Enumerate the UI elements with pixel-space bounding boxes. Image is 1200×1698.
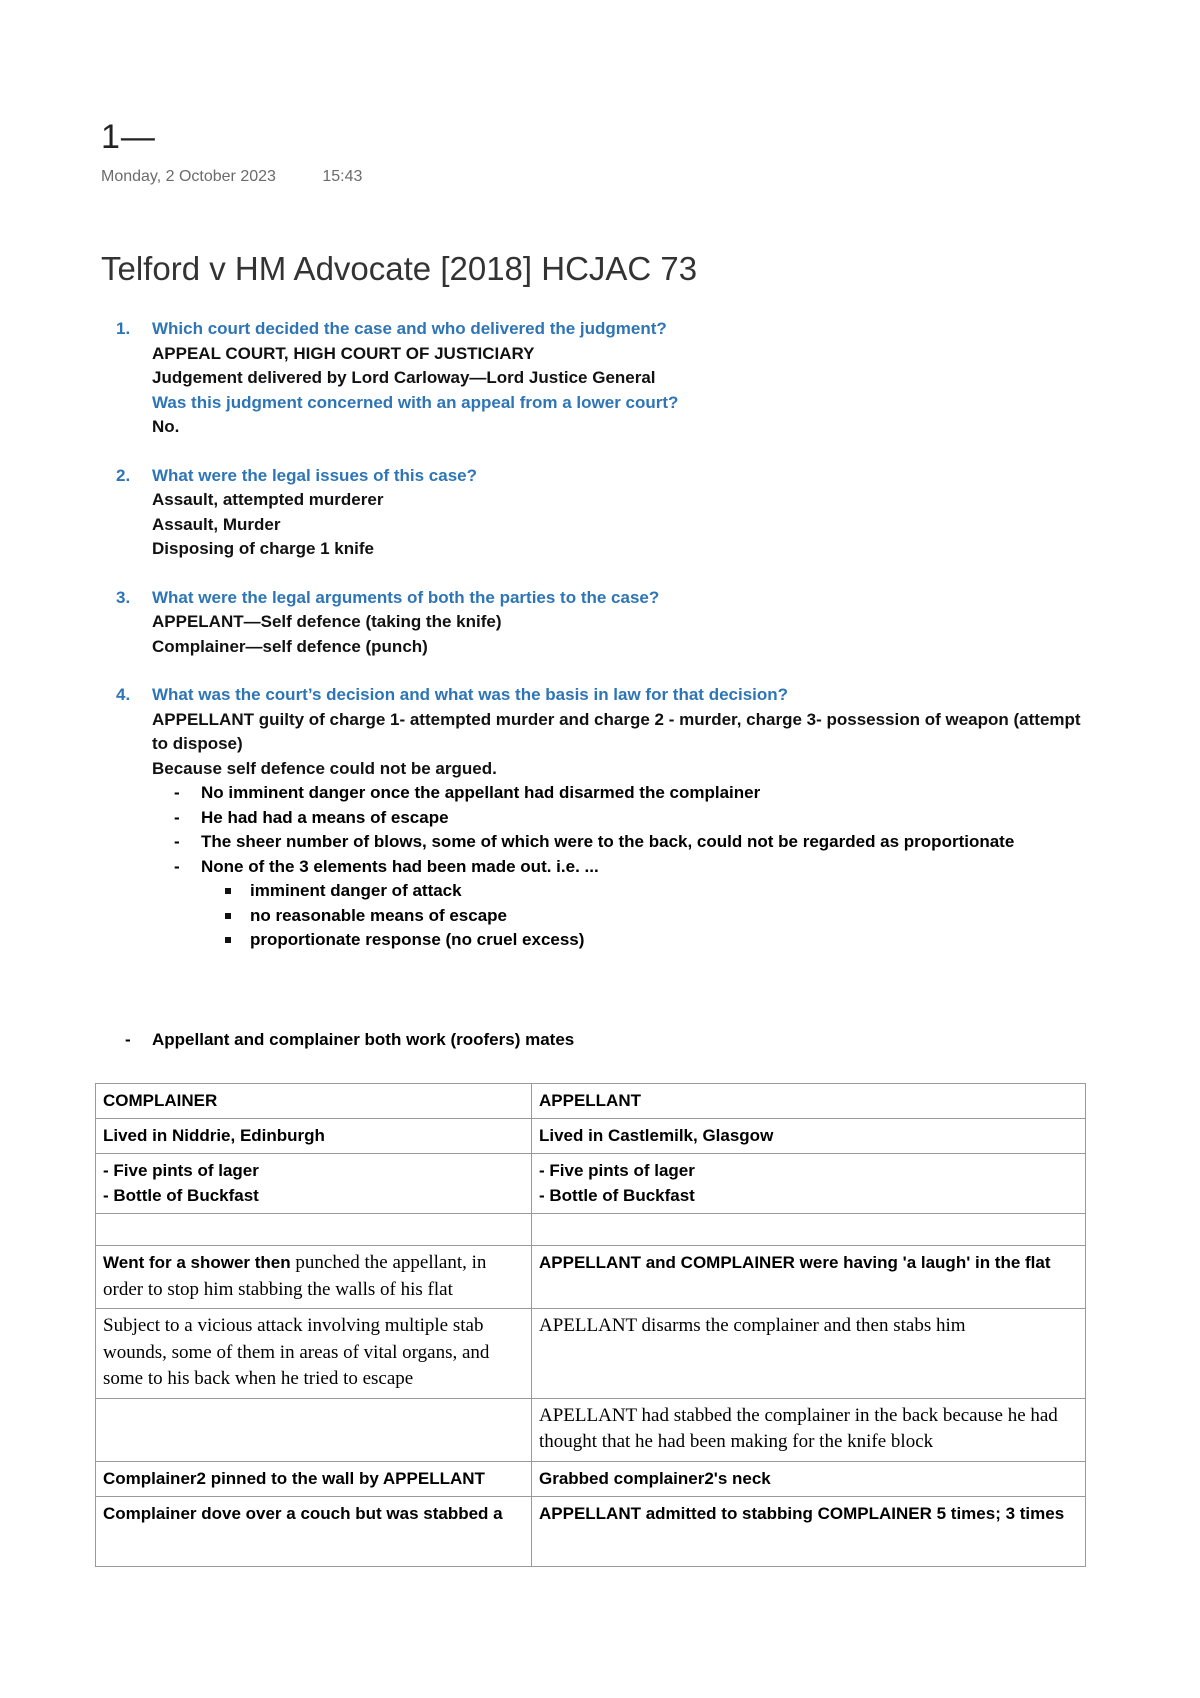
answer-line: Assault, Murder — [152, 514, 281, 534]
question-number: 4. — [116, 685, 131, 704]
sub-bullet-item: imminent danger of attack — [250, 879, 1090, 904]
table-cell — [532, 1214, 1086, 1246]
sub-bullet-item: no reasonable means of escape — [250, 904, 1090, 929]
table-cell: Complainer2 pinned to the wall by APPELLANT — [96, 1461, 532, 1496]
page-number: 1— — [101, 118, 156, 156]
table-cell — [96, 1398, 532, 1461]
page-time: 15:43 — [322, 168, 363, 185]
bullet-item: - None of the 3 elements had been made out. i.e. ... — [201, 855, 1090, 880]
table-cell: APELLANT disarms the complainer and then stabs him — [532, 1309, 1086, 1399]
table-row — [96, 1246, 1086, 1309]
table-cell: Grabbed complainer2's neck — [532, 1461, 1086, 1496]
question-text: What were the legal issues of this case? — [152, 465, 477, 485]
cell-list-item: - Bottle of Buckfast — [103, 1183, 524, 1208]
table-row — [96, 1461, 1086, 1496]
sub-bullet-item: proportionate response (no cruel excess) — [250, 928, 1090, 953]
question-number: 3. — [116, 587, 131, 607]
question-list — [110, 317, 1090, 977]
question-text: Was this judgment concerned with an appeal from a lower court? — [152, 392, 679, 412]
question-item-2 — [110, 464, 1090, 562]
question-text: Which court decided the case and who delivered the judgment? — [152, 319, 667, 338]
table-header-row — [96, 1084, 1086, 1119]
page-meta — [101, 168, 362, 186]
table-row — [96, 1398, 1086, 1461]
table-cell — [96, 1154, 532, 1214]
table-row — [96, 1309, 1086, 1399]
question-text: What were the legal arguments of both the parties to the case? — [152, 587, 660, 607]
cell-bold-text: Went for a shower then — [103, 1253, 291, 1272]
table-row — [96, 1496, 1086, 1566]
answer-line: Judgement delivered by Lord Carloway—Lord Justice General — [152, 368, 656, 387]
header-appellant: APPELLANT — [532, 1084, 1086, 1119]
question-item-4 — [110, 683, 1090, 953]
note-bullet: - Appellant and complainer both work (roofers) mates — [152, 1030, 574, 1050]
answer-line: APPELLANT guilty of charge 1- attempted murder and charge 2 - murder, charge 3- possession of weapon (attempt to dispose) — [152, 709, 1081, 753]
answer-line: APPELANT—Self defence (taking the knife) — [152, 612, 502, 631]
table-cell — [96, 1214, 532, 1246]
answer-line: APPEAL COURT, HIGH COURT OF JUSTICIARY — [152, 343, 535, 363]
page-title: Telford v HM Advocate [2018] HCJAC 73 — [101, 250, 698, 287]
table-cell: APPELLANT and COMPLAINER were having 'a laugh' in the flat — [532, 1246, 1086, 1309]
answer-line: Assault, attempted murderer — [152, 490, 384, 509]
table-cell: APPELLANT admitted to stabbing COMPLAINER 5 times; 3 times — [532, 1496, 1086, 1566]
facts-table — [95, 1083, 1086, 1567]
table-cell: Complainer dove over a couch but was stabbed a — [96, 1496, 532, 1566]
table-cell: Lived in Niddrie, Edinburgh — [96, 1119, 532, 1154]
cell-list-item: - Five pints of lager — [103, 1158, 524, 1183]
question-number: 1. — [116, 319, 131, 338]
cell-text: punched the appellant, in order to stop him stabbing the walls of his flat — [103, 1252, 487, 1300]
cell-list-item: - Bottle of Buckfast — [539, 1183, 1078, 1208]
table-cell: Lived in Castlemilk, Glasgow — [532, 1119, 1086, 1154]
table-row — [96, 1119, 1086, 1154]
bullet-item: - No imminent danger once the appellant had disarmed the complainer — [201, 781, 1090, 806]
answer-line: No. — [152, 417, 180, 436]
table-cell: Subject to a vicious attack involving multiple stab wounds, some of them in areas of vital organs, and some to his back when he tried to escape — [96, 1309, 532, 1399]
cell-list-item: - Five pints of lager — [539, 1158, 1078, 1183]
bullet-item: - He had had a means of escape — [201, 806, 1090, 831]
question-number: 2. — [116, 465, 131, 485]
header-complainer: COMPLAINER — [96, 1084, 532, 1119]
table-cell — [96, 1246, 532, 1309]
question-text: What was the court’s decision and what was the basis in law for that decision? — [152, 685, 789, 704]
answer-line: Disposing of charge 1 knife — [152, 539, 374, 558]
page-date: Monday, 2 October 2023 — [101, 168, 276, 185]
question-item-3 — [110, 586, 1090, 660]
question-item-1 — [110, 317, 1090, 440]
bullet-item: - The sheer number of blows, some of which were to the back, could not be regarded as proportionate — [201, 830, 1090, 855]
table-cell — [532, 1154, 1086, 1214]
page-bottom-mask — [0, 1593, 1200, 1698]
answer-line: Complainer—self defence (punch) — [152, 636, 428, 656]
table-row — [96, 1214, 1086, 1246]
table-row — [96, 1154, 1086, 1214]
answer-line: Because self defence could not be argued. — [152, 758, 497, 778]
table-cell: APELLANT had stabbed the complainer in the back because he had thought that he had been making for the knife block — [532, 1398, 1086, 1461]
